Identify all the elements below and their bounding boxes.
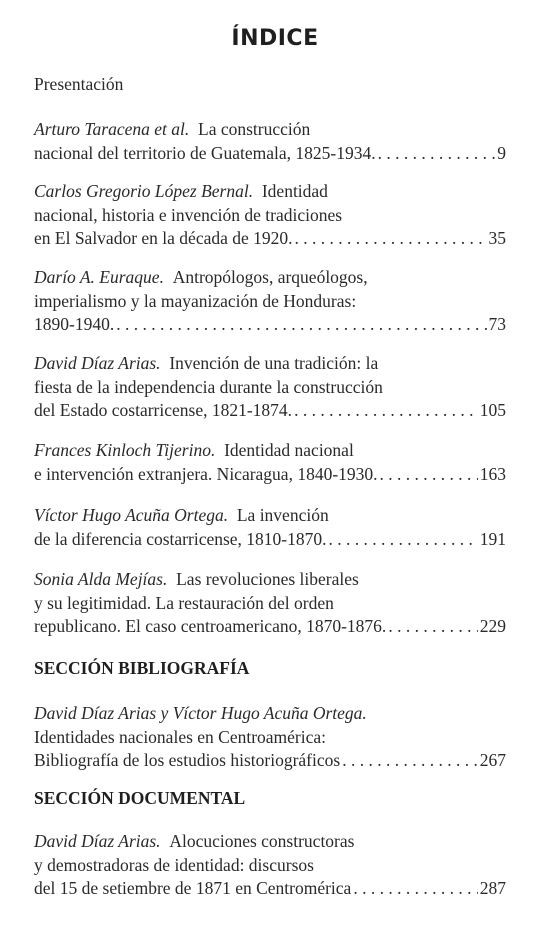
entry-leader-line — [34, 142, 506, 166]
entry-title-part: Antropólogos, arqueólogos, — [172, 267, 368, 287]
entry-page-number: 229 — [479, 616, 506, 636]
entry-leader-line — [34, 313, 506, 337]
entry-title-part: Identidad — [261, 181, 328, 201]
entry-page-number: 191 — [479, 528, 506, 549]
entry-title-part: La construcción — [198, 119, 311, 139]
toc-entry — [34, 118, 506, 165]
toc-entry — [34, 568, 506, 639]
entry-author: David Díaz Arias y Víctor Hugo Acuña Ortega. — [34, 703, 367, 723]
toc-entry — [34, 180, 506, 251]
entry-title-part: y su legitimidad. La restauración del orden — [34, 592, 334, 613]
entry-title-part: Las revoluciones liberales — [176, 569, 359, 589]
entry-author: Darío A. Euraque. — [34, 267, 164, 287]
entry-title-part: Identidad nacional — [224, 440, 354, 460]
entry-line — [34, 290, 506, 314]
entry-author: David Díaz Arias. — [34, 831, 161, 851]
entry-line — [34, 568, 506, 592]
leader-dots — [294, 399, 478, 423]
entry-line — [34, 830, 506, 854]
entry-line — [34, 118, 506, 142]
entry-title-part: imperialismo y la mayanización de Honduras: — [34, 290, 357, 311]
entry-title-part: del Estado costarricense, 1821-1874. — [34, 400, 293, 420]
entry-line — [34, 204, 506, 228]
entry-author: Carlos Gregorio López Bernal. — [34, 181, 254, 201]
entry-line — [34, 180, 506, 204]
entry-line — [34, 702, 506, 726]
leader-dots — [329, 528, 478, 552]
leader-dots — [295, 227, 487, 251]
entry-title-part: e intervención extranjera. Nicaragua, 1840-1930. — [34, 463, 378, 484]
entry-line — [34, 376, 506, 400]
entry-page-number: 163 — [479, 463, 506, 484]
entry-page-number: 105 — [479, 400, 506, 420]
entry-title-part: y demostradoras de identidad: discursos — [34, 854, 314, 875]
entry-line — [34, 592, 506, 616]
entry-leader-line — [34, 877, 506, 901]
toc-entry — [34, 352, 506, 423]
entry-page-number: 73 — [488, 314, 506, 334]
entry-leader-line — [34, 399, 506, 423]
entry-title-part: nacional, historia e invención de tradiciones — [34, 204, 343, 225]
entry-leader-line — [34, 463, 506, 487]
entry-title-part: Alocuciones constructoras — [169, 831, 355, 851]
entry-page-number: 287 — [479, 878, 506, 898]
entry-title-part: republicano. El caso centroamericano, 1870-1876. — [34, 616, 387, 636]
entry-leader-line — [34, 528, 506, 552]
entry-title-part: Identidades nacionales en Centroamérica: — [34, 726, 327, 747]
entry-line — [34, 352, 506, 376]
toc-entry-documental — [34, 830, 506, 901]
entry-title-part: 1890-1940. — [34, 314, 115, 334]
leader-dots — [388, 615, 477, 639]
entry-line — [34, 439, 506, 463]
entry-page-number: 35 — [488, 228, 506, 248]
page-title: ÍNDICE — [231, 26, 319, 51]
entry-author: Frances Kinloch Tijerino. — [34, 440, 216, 460]
entry-line — [34, 266, 506, 290]
section-heading-documental: SECCIÓN DOCUMENTAL — [34, 788, 246, 808]
entry-author: Sonia Alda Mejías. — [34, 569, 168, 589]
entry-title-part: fiesta de la independencia durante la construcción — [34, 376, 383, 397]
leader-dots — [380, 463, 478, 487]
leader-dots — [116, 313, 486, 337]
toc-entry — [34, 504, 506, 551]
entry-leader-line — [34, 227, 506, 251]
entry-author: Arturo Taracena et al. — [34, 119, 190, 139]
leader-dots — [342, 749, 478, 773]
toc-entry-bibliografia — [34, 702, 506, 773]
entry-title-part: del 15 de setiembre de 1871 en Centromérica — [34, 878, 352, 898]
entry-line — [34, 504, 506, 528]
entry-page-number: 267 — [479, 750, 506, 770]
entry-leader-line — [34, 749, 506, 773]
entry-title-part: nacional del territorio de Guatemala, 1825-1934. — [34, 142, 376, 163]
presentation-entry: Presentación — [34, 74, 124, 94]
entry-author: Víctor Hugo Acuña Ortega. — [34, 505, 229, 525]
entry-author: David Díaz Arias. — [34, 353, 161, 373]
leader-dots — [378, 142, 496, 166]
entry-title-part: en El Salvador en la década de 1920. — [34, 228, 293, 248]
toc-entry — [34, 439, 506, 486]
entry-title-part: Invención de una tradición: la — [169, 353, 379, 373]
entry-title-part: La invención — [236, 505, 329, 525]
entry-title-part: de la diferencia costarricense, 1810-1870. — [34, 528, 327, 549]
entry-title-part: Bibliografía de los estudios historiográficos — [34, 750, 341, 770]
toc-entry — [34, 266, 506, 337]
leader-dots — [353, 877, 477, 901]
entry-line — [34, 854, 506, 878]
section-heading-bibliografia: SECCIÓN BIBLIOGRAFÍA — [34, 658, 250, 678]
entry-line — [34, 726, 506, 750]
entry-page-number: 9 — [497, 142, 506, 163]
entry-leader-line — [34, 615, 506, 639]
